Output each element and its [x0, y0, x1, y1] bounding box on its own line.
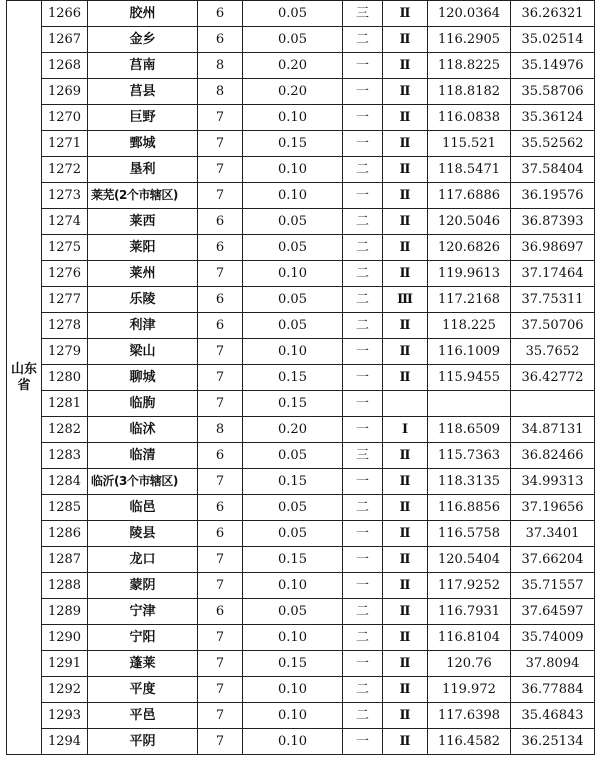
table-row — [7, 235, 595, 261]
cell-acceleration: 0.10 — [243, 573, 343, 599]
cell-id: 1268 — [42, 53, 88, 79]
cell-site-class: Ⅱ — [383, 261, 428, 287]
cell-design-group: 一 — [343, 79, 383, 105]
cell-design-group: 一 — [343, 521, 383, 547]
cell-site-class: Ⅱ — [383, 599, 428, 625]
cell-site-class: Ⅱ — [383, 703, 428, 729]
cell-id: 1273 — [42, 183, 88, 209]
cell-site-class: Ⅱ — [383, 573, 428, 599]
cell-id: 1272 — [42, 157, 88, 183]
cell-intensity: 7 — [198, 573, 243, 599]
cell-longitude: 116.1009 — [428, 339, 511, 365]
document-page — [6, 0, 598, 771]
table-row — [7, 599, 595, 625]
cell-county-name: 莱阳 — [88, 235, 198, 261]
table-row — [7, 79, 595, 105]
cell-county-name: 莱州 — [88, 261, 198, 287]
cell-acceleration: 0.15 — [243, 131, 343, 157]
cell-design-group: 二 — [343, 157, 383, 183]
cell-design-group: 一 — [343, 131, 383, 157]
cell-design-group: 二 — [343, 495, 383, 521]
cell-acceleration: 0.05 — [243, 599, 343, 625]
cell-acceleration: 0.05 — [243, 287, 343, 313]
cell-acceleration: 0.05 — [243, 27, 343, 53]
cell-latitude: 37.8094 — [511, 651, 595, 677]
table-row — [7, 287, 595, 313]
cell-site-class: Ⅱ — [383, 235, 428, 261]
cell-design-group: 一 — [343, 53, 383, 79]
table-row — [7, 547, 595, 573]
cell-longitude: 116.2905 — [428, 27, 511, 53]
cell-county-name: 临沂(3个市辖区) — [88, 469, 198, 495]
cell-intensity: 6 — [198, 599, 243, 625]
cell-intensity: 6 — [198, 1, 243, 27]
cell-county-name: 垦利 — [88, 157, 198, 183]
cell-id: 1294 — [42, 729, 88, 755]
cell-county-name: 聊城 — [88, 365, 198, 391]
cell-acceleration: 0.15 — [243, 365, 343, 391]
cell-latitude: 35.14976 — [511, 53, 595, 79]
cell-design-group: 三 — [343, 443, 383, 469]
cell-longitude: 118.8225 — [428, 53, 511, 79]
cell-county-name: 梁山 — [88, 339, 198, 365]
cell-id: 1281 — [42, 391, 88, 417]
table-row — [7, 53, 595, 79]
cell-design-group: 一 — [343, 547, 383, 573]
cell-county-name: 莒县 — [88, 79, 198, 105]
cell-longitude: 115.9455 — [428, 365, 511, 391]
cell-acceleration: 0.05 — [243, 521, 343, 547]
table-row — [7, 105, 595, 131]
cell-county-name: 鄄城 — [88, 131, 198, 157]
cell-longitude: 117.6886 — [428, 183, 511, 209]
table-row — [7, 469, 595, 495]
cell-longitude: 118.8182 — [428, 79, 511, 105]
cell-site-class: Ⅱ — [383, 53, 428, 79]
cell-intensity: 7 — [198, 729, 243, 755]
cell-id: 1287 — [42, 547, 88, 573]
cell-longitude: 116.7931 — [428, 599, 511, 625]
cell-latitude: 35.46843 — [511, 703, 595, 729]
cell-latitude: 37.19656 — [511, 495, 595, 521]
cell-site-class: Ⅱ — [383, 365, 428, 391]
cell-design-group: 二 — [343, 599, 383, 625]
cell-intensity: 7 — [198, 391, 243, 417]
cell-longitude: 120.5046 — [428, 209, 511, 235]
cell-intensity: 7 — [198, 131, 243, 157]
cell-intensity: 7 — [198, 625, 243, 651]
cell-intensity: 6 — [198, 495, 243, 521]
cell-acceleration: 0.05 — [243, 1, 343, 27]
cell-design-group: 一 — [343, 105, 383, 131]
table-row — [7, 651, 595, 677]
table-body — [7, 1, 595, 755]
cell-site-class: Ⅱ — [383, 313, 428, 339]
cell-id: 1285 — [42, 495, 88, 521]
cell-latitude: 37.58404 — [511, 157, 595, 183]
cell-id: 1270 — [42, 105, 88, 131]
cell-longitude: 118.3135 — [428, 469, 511, 495]
cell-id: 1266 — [42, 1, 88, 27]
cell-design-group: 二 — [343, 313, 383, 339]
cell-design-group: 二 — [343, 27, 383, 53]
cell-site-class: Ⅱ — [383, 495, 428, 521]
province-cell: 山东省 — [7, 1, 42, 755]
cell-id: 1293 — [42, 703, 88, 729]
cell-intensity: 6 — [198, 27, 243, 53]
table-row — [7, 157, 595, 183]
cell-intensity: 6 — [198, 209, 243, 235]
cell-latitude: 37.50706 — [511, 313, 595, 339]
cell-site-class: Ⅱ — [383, 651, 428, 677]
cell-id: 1283 — [42, 443, 88, 469]
table-row — [7, 391, 595, 417]
cell-latitude: 34.87131 — [511, 417, 595, 443]
table-row — [7, 573, 595, 599]
cell-acceleration: 0.20 — [243, 79, 343, 105]
cell-county-name: 临清 — [88, 443, 198, 469]
cell-site-class: Ⅱ — [383, 677, 428, 703]
cell-id: 1269 — [42, 79, 88, 105]
cell-longitude — [428, 391, 511, 417]
cell-county-name: 金乡 — [88, 27, 198, 53]
cell-acceleration: 0.05 — [243, 313, 343, 339]
cell-longitude: 116.8856 — [428, 495, 511, 521]
cell-latitude: 37.64597 — [511, 599, 595, 625]
cell-acceleration: 0.10 — [243, 625, 343, 651]
cell-acceleration: 0.10 — [243, 729, 343, 755]
table-row — [7, 417, 595, 443]
cell-design-group: 二 — [343, 703, 383, 729]
cell-site-class: Ⅱ — [383, 469, 428, 495]
cell-acceleration: 0.10 — [243, 339, 343, 365]
cell-latitude: 37.66204 — [511, 547, 595, 573]
cell-longitude: 118.6509 — [428, 417, 511, 443]
cell-intensity: 7 — [198, 469, 243, 495]
table-row — [7, 261, 595, 287]
cell-latitude: 36.25134 — [511, 729, 595, 755]
cell-intensity: 7 — [198, 183, 243, 209]
cell-acceleration: 0.05 — [243, 443, 343, 469]
cell-design-group: 一 — [343, 365, 383, 391]
cell-acceleration: 0.15 — [243, 391, 343, 417]
cell-intensity: 8 — [198, 53, 243, 79]
cell-intensity: 6 — [198, 235, 243, 261]
cell-latitude: 36.42772 — [511, 365, 595, 391]
cell-acceleration: 0.05 — [243, 209, 343, 235]
cell-acceleration: 0.20 — [243, 53, 343, 79]
cell-design-group: 一 — [343, 729, 383, 755]
cell-longitude: 120.0364 — [428, 1, 511, 27]
cell-latitude: 37.17464 — [511, 261, 595, 287]
cell-design-group: 二 — [343, 677, 383, 703]
cell-longitude: 116.0838 — [428, 105, 511, 131]
cell-acceleration: 0.10 — [243, 261, 343, 287]
cell-intensity: 7 — [198, 677, 243, 703]
cell-county-name: 利津 — [88, 313, 198, 339]
cell-county-name: 乐陵 — [88, 287, 198, 313]
table-row — [7, 313, 595, 339]
cell-longitude: 116.8104 — [428, 625, 511, 651]
cell-acceleration: 0.10 — [243, 105, 343, 131]
cell-intensity: 7 — [198, 105, 243, 131]
cell-intensity: 6 — [198, 443, 243, 469]
cell-county-name: 龙口 — [88, 547, 198, 573]
table-row — [7, 1, 595, 27]
cell-intensity: 7 — [198, 651, 243, 677]
cell-latitude: 36.77884 — [511, 677, 595, 703]
cell-longitude: 116.5758 — [428, 521, 511, 547]
cell-county-name: 平邑 — [88, 703, 198, 729]
cell-site-class: Ⅲ — [383, 287, 428, 313]
cell-longitude: 120.76 — [428, 651, 511, 677]
cell-latitude: 35.36124 — [511, 105, 595, 131]
table-row — [7, 443, 595, 469]
cell-id: 1288 — [42, 573, 88, 599]
cell-county-name: 临朐 — [88, 391, 198, 417]
cell-id: 1279 — [42, 339, 88, 365]
cell-design-group: 二 — [343, 261, 383, 287]
cell-design-group: 二 — [343, 625, 383, 651]
table-row — [7, 625, 595, 651]
cell-intensity: 8 — [198, 79, 243, 105]
cell-county-name: 宁阳 — [88, 625, 198, 651]
cell-site-class: Ⅱ — [383, 183, 428, 209]
cell-county-name: 临邑 — [88, 495, 198, 521]
cell-county-name: 蓬莱 — [88, 651, 198, 677]
cell-id: 1282 — [42, 417, 88, 443]
cell-latitude: 36.82466 — [511, 443, 595, 469]
cell-site-class: Ⅱ — [383, 729, 428, 755]
cell-longitude: 118.225 — [428, 313, 511, 339]
cell-id: 1271 — [42, 131, 88, 157]
cell-id: 1274 — [42, 209, 88, 235]
cell-site-class: Ⅱ — [383, 521, 428, 547]
cell-site-class: Ⅱ — [383, 131, 428, 157]
cell-design-group: 二 — [343, 287, 383, 313]
cell-acceleration: 0.10 — [243, 157, 343, 183]
cell-county-name: 平阴 — [88, 729, 198, 755]
cell-site-class: Ⅱ — [383, 27, 428, 53]
cell-longitude: 120.5404 — [428, 547, 511, 573]
cell-longitude: 117.9252 — [428, 573, 511, 599]
cell-latitude: 36.26321 — [511, 1, 595, 27]
cell-latitude: 36.19576 — [511, 183, 595, 209]
cell-intensity: 7 — [198, 547, 243, 573]
cell-latitude: 35.71557 — [511, 573, 595, 599]
cell-id: 1291 — [42, 651, 88, 677]
cell-county-name: 巨野 — [88, 105, 198, 131]
cell-acceleration: 0.10 — [243, 183, 343, 209]
table-row — [7, 729, 595, 755]
cell-county-name: 蒙阴 — [88, 573, 198, 599]
cell-acceleration: 0.05 — [243, 495, 343, 521]
cell-county-name: 胶州 — [88, 1, 198, 27]
cell-id: 1284 — [42, 469, 88, 495]
cell-latitude: 35.52562 — [511, 131, 595, 157]
cell-id: 1280 — [42, 365, 88, 391]
cell-latitude: 35.74009 — [511, 625, 595, 651]
seismic-parameter-table — [6, 0, 595, 755]
cell-intensity: 7 — [198, 703, 243, 729]
cell-intensity: 6 — [198, 287, 243, 313]
table-row — [7, 677, 595, 703]
cell-longitude: 116.4582 — [428, 729, 511, 755]
cell-acceleration: 0.10 — [243, 677, 343, 703]
cell-county-name: 宁津 — [88, 599, 198, 625]
cell-latitude: 36.87393 — [511, 209, 595, 235]
cell-acceleration: 0.15 — [243, 651, 343, 677]
cell-site-class: Ⅱ — [383, 339, 428, 365]
cell-site-class: Ⅱ — [383, 443, 428, 469]
cell-id: 1289 — [42, 599, 88, 625]
cell-county-name: 平度 — [88, 677, 198, 703]
cell-design-group: 一 — [343, 469, 383, 495]
cell-intensity: 7 — [198, 261, 243, 287]
cell-acceleration: 0.15 — [243, 469, 343, 495]
cell-latitude: 34.99313 — [511, 469, 595, 495]
cell-intensity: 8 — [198, 417, 243, 443]
cell-id: 1278 — [42, 313, 88, 339]
cell-id: 1290 — [42, 625, 88, 651]
cell-latitude: 37.3401 — [511, 521, 595, 547]
cell-longitude: 120.6826 — [428, 235, 511, 261]
cell-site-class: Ⅱ — [383, 625, 428, 651]
cell-design-group: 二 — [343, 235, 383, 261]
cell-intensity: 7 — [198, 365, 243, 391]
cell-latitude: 35.7652 — [511, 339, 595, 365]
cell-acceleration: 0.10 — [243, 703, 343, 729]
cell-county-name: 莒南 — [88, 53, 198, 79]
cell-design-group: 一 — [343, 339, 383, 365]
cell-acceleration: 0.05 — [243, 235, 343, 261]
cell-longitude: 118.5471 — [428, 157, 511, 183]
cell-longitude: 115.521 — [428, 131, 511, 157]
cell-design-group: 一 — [343, 417, 383, 443]
cell-design-group: 三 — [343, 1, 383, 27]
cell-intensity: 7 — [198, 157, 243, 183]
cell-latitude: 37.75311 — [511, 287, 595, 313]
cell-acceleration: 0.20 — [243, 417, 343, 443]
table-row — [7, 521, 595, 547]
cell-site-class: Ⅱ — [383, 209, 428, 235]
table-row — [7, 495, 595, 521]
cell-latitude: 35.02514 — [511, 27, 595, 53]
cell-latitude — [511, 391, 595, 417]
table-row — [7, 365, 595, 391]
cell-longitude: 119.9613 — [428, 261, 511, 287]
cell-design-group: 一 — [343, 573, 383, 599]
cell-id: 1277 — [42, 287, 88, 313]
cell-acceleration: 0.15 — [243, 547, 343, 573]
cell-longitude: 115.7363 — [428, 443, 511, 469]
cell-longitude: 117.6398 — [428, 703, 511, 729]
cell-longitude: 117.2168 — [428, 287, 511, 313]
cell-intensity: 6 — [198, 521, 243, 547]
cell-site-class: Ⅱ — [383, 1, 428, 27]
cell-latitude: 35.58706 — [511, 79, 595, 105]
table-row — [7, 703, 595, 729]
table-row — [7, 339, 595, 365]
cell-id: 1286 — [42, 521, 88, 547]
cell-intensity: 7 — [198, 339, 243, 365]
cell-site-class: Ⅰ — [383, 417, 428, 443]
table-row — [7, 209, 595, 235]
cell-site-class: Ⅱ — [383, 547, 428, 573]
table-row — [7, 183, 595, 209]
cell-latitude: 36.98697 — [511, 235, 595, 261]
cell-county-name: 临沭 — [88, 417, 198, 443]
cell-county-name: 莱西 — [88, 209, 198, 235]
cell-site-class: Ⅱ — [383, 105, 428, 131]
cell-id: 1276 — [42, 261, 88, 287]
cell-site-class: Ⅱ — [383, 157, 428, 183]
cell-county-name: 陵县 — [88, 521, 198, 547]
cell-site-class — [383, 391, 428, 417]
cell-site-class: Ⅱ — [383, 79, 428, 105]
table-row — [7, 27, 595, 53]
cell-id: 1275 — [42, 235, 88, 261]
cell-id: 1267 — [42, 27, 88, 53]
cell-design-group: 一 — [343, 183, 383, 209]
cell-design-group: 二 — [343, 209, 383, 235]
cell-design-group: 一 — [343, 391, 383, 417]
cell-county-name: 莱芜(2个市辖区) — [88, 183, 198, 209]
cell-design-group: 一 — [343, 651, 383, 677]
table-row — [7, 131, 595, 157]
cell-intensity: 6 — [198, 313, 243, 339]
cell-longitude: 119.972 — [428, 677, 511, 703]
cell-id: 1292 — [42, 677, 88, 703]
